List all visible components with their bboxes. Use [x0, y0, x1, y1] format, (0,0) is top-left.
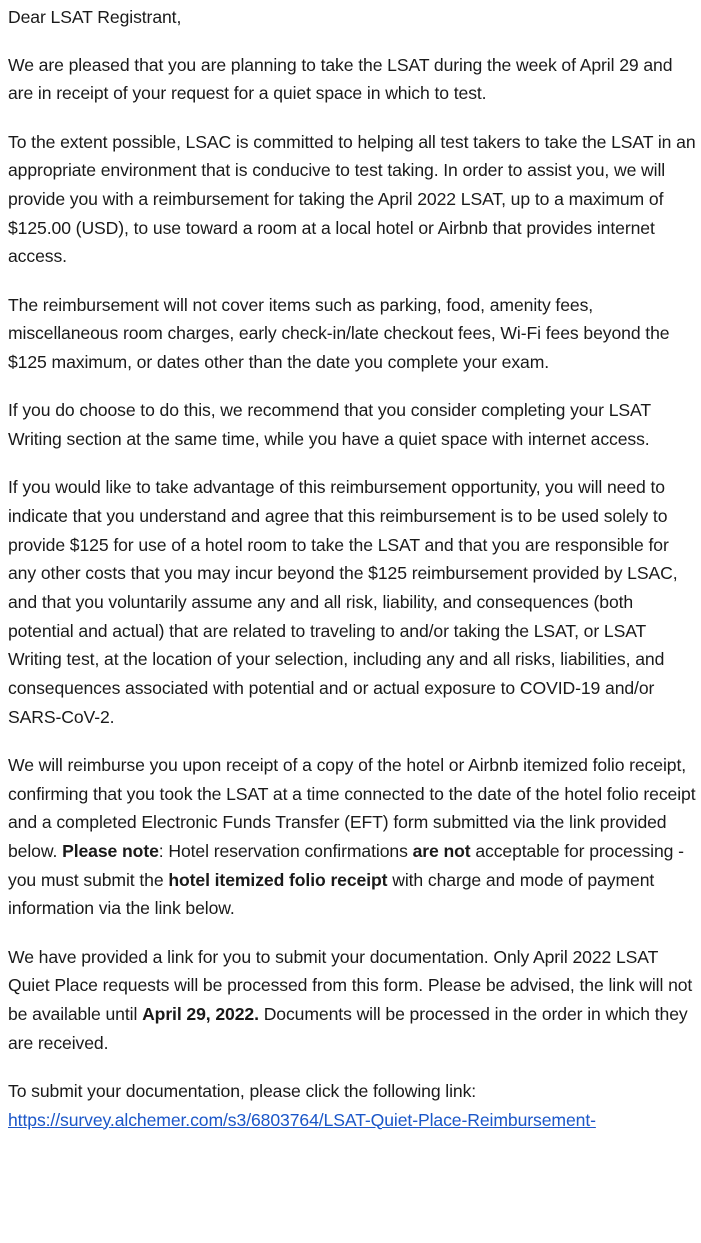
paragraph-lsat-writing: If you do choose to do this, we recommend that you consider completing your LSAT Writing section at the same time, while you have a quiet space with internet access.: [8, 400, 651, 449]
availability-date: April 29, 2022.: [142, 1004, 259, 1025]
please-note-label: Please note: [62, 841, 159, 862]
paragraph-link: [8, 1077, 698, 1134]
paragraph-receipt-requirements: [8, 751, 698, 923]
paragraph-reimbursement-offer: To the extent possible, LSAC is committed to helping all test takers to take the LSAT in an appropriate environment that is conducive to test taking. In order to assist you, we will provide you with a reimbursement for taking the April 2022 LSAT, up to a maximum of $125.00 (USD), to use toward a room at a local hotel or Airbnb that provides internet access.: [8, 131, 696, 267]
submission-text-2: Documents will be processed in the order in which they are received.: [8, 1004, 688, 1053]
link-intro: To submit your documentation, please click the following link:: [8, 1081, 477, 1101]
receipt-text-1: We will reimburse you upon receipt of a copy of the hotel or Airbnb itemized folio receipt, confirming that you took the LSAT at a time connected to the date of the hotel folio receipt and a completed Electronic Funds Transfer (EFT) form submitted via the link provided below.: [8, 754, 696, 862]
paragraph-exclusions: The reimbursement will not cover items such as parking, food, amenity fees, miscellaneous room charges, early check-in/late checkout fees, Wi-Fi fees beyond the $125 maximum, or dates other than the date you complete your exam.: [8, 294, 670, 373]
greeting: Dear LSAT Registrant,: [8, 7, 182, 27]
email-body: [8, 0, 698, 1134]
paragraph-agreement: If you would like to take advantage of this reimbursement opportunity, you will need to indicate that you understand and agree that this reimbursement is to be used solely to provide $125 for use of a hotel room to take the LSAT and that you are responsible for any other costs that you may incur beyond the $125 reimbursement provided by LSAC, and that you voluntarily assume any and all risk, liability, and consequences (both potential and actual) that are related to traveling to and/or taking the LSAT, or LSAT Writing test, at the location of your selection, including any and all risks, liabilities, and consequences associated with potential and or actual exposure to COVID-19 and/or SARS-CoV-2.: [8, 477, 678, 727]
paragraph-submission-info: [8, 943, 698, 1058]
reimbursement-survey-link[interactable]: https://survey.alchemer.com/s3/6803764/LSAT-Quiet-Place-Reimbursement-: [8, 1109, 596, 1130]
submission-text-1: We have provided a link for you to submit your documentation. Only April 2022 LSAT Quiet Place requests will be processed from this form. Please be advised, the link will not be available until: [8, 946, 693, 1025]
folio-receipt-emphasis: hotel itemized folio receipt: [168, 869, 388, 890]
receipt-text-4: with charge and mode of payment information via the link below.: [8, 869, 655, 919]
receipt-text-2: : Hotel reservation confirmations: [158, 841, 413, 862]
receipt-text-3: acceptable for processing - you must submit the: [8, 841, 684, 890]
are-not-emphasis: are not: [412, 841, 471, 862]
paragraph-intro: We are pleased that you are planning to take the LSAT during the week of April 29 and are in receipt of your request for a quiet space in which to test.: [8, 54, 673, 104]
